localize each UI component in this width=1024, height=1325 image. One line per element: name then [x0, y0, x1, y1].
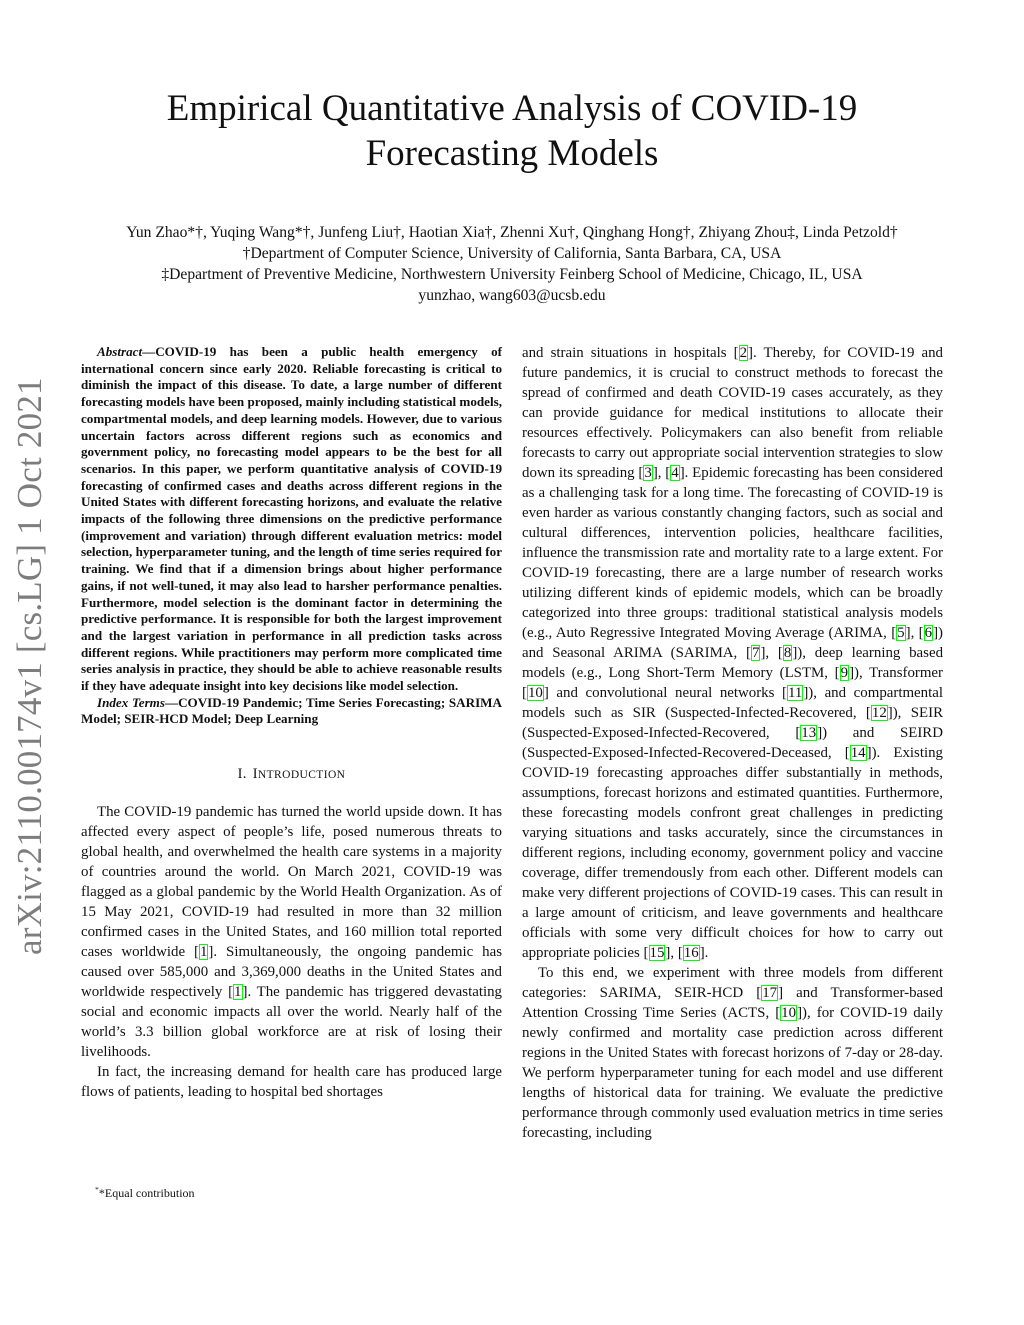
- citation-link[interactable]: 3: [644, 465, 652, 481]
- citation-link[interactable]: 5: [897, 625, 905, 641]
- author-email: yunzhao, wang603@ucsb.edu: [418, 287, 606, 304]
- citation-link[interactable]: 14: [850, 745, 866, 761]
- right-text: ]) and SEIRD (Suspected-Exposed-Infected-Recovered-Deceased, [: [522, 725, 943, 761]
- right-text: ]), Transformer [: [522, 665, 943, 701]
- citation-link[interactable]: 1: [234, 984, 242, 1001]
- section-number: I.: [237, 766, 247, 783]
- abstract-label: Abstract: [97, 344, 143, 359]
- citation-link[interactable]: 17: [762, 985, 778, 1001]
- section-title-rest: NTRODUCTION: [257, 769, 346, 782]
- section-title-initial: I: [252, 766, 258, 783]
- citation-link[interactable]: 4: [671, 465, 679, 481]
- author-names: Yun Zhao*†, Yuqing Wang*†, Junfeng Liu†, Haotian Xia†, Zhenni Xu†, Qinghang Hong†, Zhiyang Zhou‡, Linda Petzold†: [126, 224, 898, 241]
- intro-p1-text-b: ]. Simultaneously, the ongoing pandemic has caused over 585,000 and 3,369,000 deaths in the United States and worldwide respectively [: [81, 944, 502, 1001]
- right-text: ], [: [905, 625, 924, 641]
- footnote: [95, 1186, 195, 1201]
- right-text: ], [: [665, 945, 683, 961]
- affiliation-1: †Department of Computer Science, University of California, Santa Barbara, CA, USA: [242, 245, 782, 262]
- citation-link[interactable]: 11: [787, 685, 803, 701]
- intro-paragraph-1: The COVID-19 pandemic has turned the world upside down. It has affected every aspect of people’s life, posed numerous threats to global health, and overwhelmed the health care systems in a majority of countries around the world. On March 2021, COVID-19 was flagged as a global pandemic by the World Health Organization. As of 15 May 2021, COVID-19 had resulted in more than 32 million confirmed cases in the United States, and 160 million total reported cases worldwide [1]. Simultaneously, the ongoing pandemic has caused over 585,000 and 3,369,000 deaths in the United States and worldwide respectively [1]. The pandemic has triggered devastating social and economic impacts all over the world. Nearly half of the world’s 3.3 billion global workforce are at risk of losing their livelihoods.: [81, 804, 502, 1061]
- arxiv-identifier: arXiv:2110.00174v1 [cs.LG] 1 Oct 2021: [10, 377, 49, 955]
- citation-link[interactable]: 16: [683, 945, 699, 961]
- arxiv-sidebar: [10, 0, 50, 1325]
- right-text: ]) and Seasonal ARIMA (SARIMA, [: [522, 625, 943, 661]
- right-text: ] and Transformer-based Attention Crossing Time Series (ACTS, [: [522, 985, 944, 1021]
- right-text: ]), SEIR (Suspected-Exposed-Infected-Recovered, [: [522, 705, 943, 741]
- right-text: To this end, we experiment with three models from different categories: SARIMA, SEIR-HCD [: [522, 965, 943, 1001]
- right-text: ]. Thereby, for COVID-19 and future pandemics, it is crucial to construct methods to forecast the spread of confirmed and death COVID-19 cases accurately, as they can provide guidance for medical institutions to allocate their resources effectively. Policymakers can also benefit from reliable forecasts to carry out appropriate social intervention strategies to slow down its spreading [: [522, 345, 943, 481]
- abstract-text: —COVID-19 has been a public health emergency of international concern since early 2020. Reliable forecasting is critical to diminish the impact of this disease. To date, a large number of different forecasting models have been proposed, mainly including statistical models, compartmental models, and deep learning models. However, due to various uncertain factors across different regions such as economics and government policy, no forecasting model appears to be the best for all scenarios. In this paper, we perform quantitative analysis of COVID-19 forecasting of confirmed cases and deaths across different regions in the United States with different forecasting horizons, and evaluate the relative impacts of the following three dimensions on the predictive performance (improvement and variation) through different evaluation metrics: model selection, hyperparameter tuning, and the length of time series required for training. We find that if a dimension brings about higher performance gains, if not well-tuned, it may also lead to harsher performance penalties. Furthermore, model selection is the dominant factor in determining the predictive performance. It is responsible for both the largest improvement and the largest variation in performance in all prediction tasks across different regions. While practitioners may perform more complicated time series analysis in practice, they should be able to achieve reasonable results if they have adequate insight into key decisions like model selection.: [81, 344, 502, 694]
- abstract: [81, 344, 502, 695]
- citation-link[interactable]: 10: [781, 1005, 797, 1021]
- right-text: ].: [699, 945, 709, 961]
- citation-link[interactable]: 7: [752, 645, 760, 661]
- title-line-2: Forecasting Models: [365, 133, 659, 174]
- author-block: [40, 222, 984, 306]
- right-text: ]), deep learning based models (e.g., Long Short-Term Memory (LSTM, [: [522, 645, 944, 681]
- index-terms-text: —COVID-19 Pandemic; Time Series Forecasting; SARIMA Model; SEIR-HCD Model; Deep Learning: [81, 694, 502, 727]
- intro-paragraph-2: In fact, the increasing demand for health care has produced large flows of patients, leading to hospital bed shortages: [81, 1064, 502, 1101]
- citation-link[interactable]: 10: [527, 685, 543, 701]
- right-text: ]), for COVID-19 daily newly confirmed and mortality case prediction across different regions in the United States with forecast horizons of 7-day or 28-day. We perform hyperparameter tuning for each model and use different lengths of historical data for training. We evaluate the predictive performance through commonly used evaluation metrics in time series forecasting, including: [522, 1005, 943, 1141]
- right-paragraph-2: [522, 963, 943, 1143]
- right-text: ] and convolutional neural networks [: [543, 685, 787, 701]
- intro-p1-text-a: The COVID-19 pandemic has turned the world upside down. It has affected every aspect of people’s life, posed numerous threats to global health, and overwhelmed the health care systems in a majority of countries around the world. On March 2021, COVID-19 was flagged as a global pandemic by the World Health Organization. As of 15 May 2021, COVID-19 had resulted in more than 32 million confirmed cases in the United States, and 160 million total reported cases worldwide: [81, 804, 502, 961]
- index-terms-label: Index Terms: [97, 694, 165, 710]
- citation-link[interactable]: 1: [199, 944, 208, 961]
- title-line-1: Empirical Quantitative Analysis of COVID-19: [166, 88, 858, 129]
- left-column: [81, 344, 502, 1102]
- citation-link[interactable]: 12: [871, 705, 887, 721]
- index-terms: [81, 695, 502, 728]
- footnote-mark: *: [95, 1185, 99, 1194]
- footnote-text: *Equal contribution: [98, 1186, 195, 1200]
- right-text: ]). Existing COVID-19 forecasting approaches differ substantially in methods, assumptions, forecast horizons and estimated quantities. Furthermore, these forecasting models confront great challenges in predicting varying situations and tasks accurately, since the circumstances in different regions, including economy, government policy and vaccine coverage, differ tremendously from each other. Different models can make very different projections of COVID-19 cases. This can result in a large amount of criticism, and leave governments and healthcare officials with some very difficult choices for how to carry out appropriate policies [: [522, 745, 943, 961]
- citation-link[interactable]: 9: [840, 665, 849, 681]
- right-text: and strain situations in hospitals [: [522, 345, 739, 361]
- right-text: ], [: [760, 645, 783, 661]
- right-text: ]. Epidemic forecasting has been considered as a challenging task for a long time. The forecasting of COVID-19 is even harder as various constantly changing factors, such as social and cultural differences, intervention policies, healthcare facilities, influence the transmission rate and mortality rate to a large extent. For COVID-19 forecasting, there are a large number of research works utilizing different kinds of epidemic models, which can be broadly categorized into three groups: traditional statistical analysis models (e.g., Auto Regressive Integrated Moving Average (ARIMA, [: [522, 465, 943, 641]
- right-text: ]), and compartmental models such as SIR (Suspected-Infected-Recovered, [: [522, 685, 943, 721]
- citation-link[interactable]: 15: [649, 945, 665, 961]
- citation-link[interactable]: 2: [739, 345, 748, 361]
- right-column: [522, 343, 943, 1143]
- citation-link[interactable]: 13: [801, 725, 817, 741]
- paper-title: [0, 86, 1024, 176]
- affiliation-2: ‡Department of Preventive Medicine, Northwestern University Feinberg School of Medicine, Chicago, IL, USA: [161, 266, 863, 283]
- right-text: ], [: [652, 465, 671, 481]
- intro-p1-text-c: ]. The pandemic has triggered devastating social and economic impacts all over the world. Nearly half of the world’s 3.3 billion global workforce are at risk of losing their livelihoods.: [81, 984, 502, 1061]
- citation-link[interactable]: 8: [783, 645, 792, 661]
- right-paragraph-1: [522, 343, 943, 963]
- citation-link[interactable]: 6: [924, 625, 933, 641]
- section-heading-introduction: [81, 764, 502, 785]
